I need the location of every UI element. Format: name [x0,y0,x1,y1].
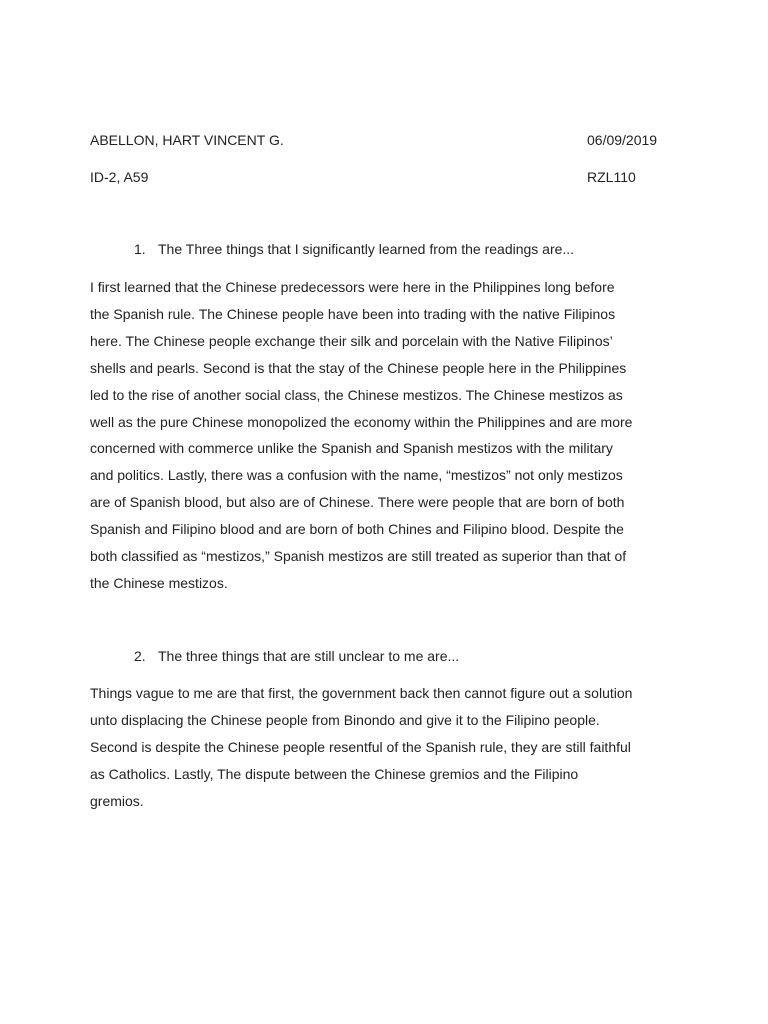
course-code: RZL110 [587,169,636,185]
paragraph-line: Spanish and Filipino blood and are born of both Chines and Filipino blood. Despite the [90,521,624,538]
paragraph-line: and politics. Lastly, there was a confusion with the name, “mestizos” not only mestizos [90,467,623,484]
paragraph-line: led to the rise of another social class, the Chinese mestizos. The Chinese mestizos as [90,386,623,403]
section-code: ID-2, A59 [90,169,149,185]
answer-1-paragraph [90,274,680,597]
question-number: 1. [134,241,146,257]
paragraph-line: unto displacing the Chinese people from Binondo and give it to the Filipino people. [90,711,600,728]
paragraph-line: here. The Chinese people exchange their silk and porcelain with the Native Filipinos’ [90,332,613,349]
paragraph-line: well as the pure Chinese monopolized the economy within the Philippines and are more [90,413,633,430]
paragraph-line: gremios. [90,792,144,809]
paragraph-line: shells and pearls. Second is that the stay of the Chinese people here in the Philippines [90,359,627,376]
question-prompt: The Three things that I significantly learned from the readings are... [158,241,575,257]
header-row-section-course [90,168,680,186]
paragraph-line: I first learned that the Chinese predecessors were here in the Philippines long before [90,279,615,295]
submission-date: 06/09/2019 [587,132,658,148]
paragraph-line: are of Spanish blood, but also are of Chinese. There were people that are born of both [90,494,625,511]
paragraph-line: both classified as “mestizos,” Spanish mestizos are still treated as superior than that of [90,548,627,565]
header-row-name-date [90,131,680,149]
question-2-heading [134,647,459,665]
answer-2-paragraph [90,680,680,815]
paragraph-line: as Catholics. Lastly, The dispute between the Chinese gremios and the Filipino [90,765,579,782]
paragraph-line: concerned with commerce unlike the Spanish and Spanish mestizos with the military [90,440,613,457]
student-name: ABELLON, HART VINCENT G. [90,132,284,148]
paragraph-line: Things vague to me are that first, the government back then cannot figure out a solution [90,685,633,701]
paragraph-line: Second is despite the Chinese people resentful of the Spanish rule, they are still faithful [90,738,631,755]
paragraph-line: the Chinese mestizos. [90,574,228,591]
question-prompt: The three things that are still unclear to me are... [158,648,460,664]
paragraph-line: the Spanish rule. The Chinese people have been into trading with the native Filipinos [90,305,616,322]
question-number: 2. [134,648,146,664]
question-1-heading [134,240,574,258]
